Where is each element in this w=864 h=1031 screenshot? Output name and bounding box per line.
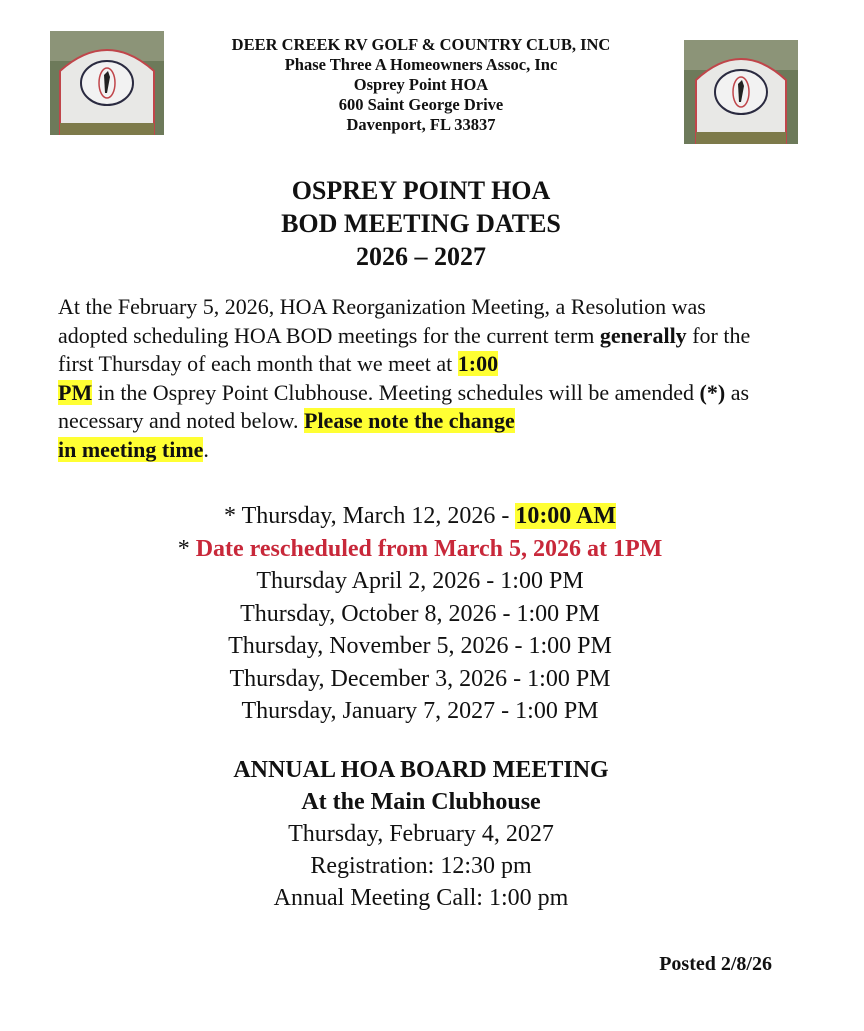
intro-text-2: for the first Thursday of each month that we meet at: [58, 322, 751, 376]
reschedule-asterisk: *: [177, 535, 196, 562]
annual-meeting-date: Thursday, February 4, 2027: [288, 821, 554, 847]
change-note-highlight-2: in meeting time: [58, 436, 204, 462]
letterhead: [180, 35, 662, 135]
meeting-date: Thursday April 2, 2026 - 1:00 PM: [256, 568, 584, 594]
intro-asterisk: (*): [699, 379, 726, 405]
reschedule-note: [100, 533, 740, 566]
association-name: Phase Three A Homeowners Assoc, Inc: [284, 55, 558, 74]
city-state-zip: Davenport, FL 33837: [346, 115, 496, 134]
annual-registration-time: Registration: 12:30 pm: [310, 853, 532, 879]
osprey-point-sign-logo-right: [684, 40, 798, 144]
street-address: 600 Saint George Drive: [338, 95, 504, 114]
meeting-date: Thursday, January 7, 2027 - 1:00 PM: [241, 698, 599, 724]
annual-meeting-section: [180, 754, 662, 914]
document-title: [180, 174, 662, 273]
meeting-date: Thursday, December 3, 2026 - 1:00 PM: [229, 665, 611, 692]
amended-meeting-date: [100, 500, 740, 533]
annual-meeting-heading: ANNUAL HOA BOARD MEETING: [233, 757, 609, 783]
intro-generally: generally: [599, 322, 687, 348]
intro-text-3: in the Osprey Point Clubhouse. Meeting schedules will be amended: [92, 379, 700, 405]
annual-call-time: Annual Meeting Call: 1:00 pm: [273, 885, 569, 911]
amended-time-highlight: 10:00 AM: [515, 503, 616, 529]
osprey-point-sign-logo-left: [50, 31, 164, 135]
hoa-name: Osprey Point HOA: [353, 75, 489, 94]
title-line-years: 2026 – 2027: [356, 242, 486, 271]
meeting-time-highlight-1: 1:00: [457, 351, 499, 376]
intro-text-1: At the February 5, 2026, HOA Reorganization Meeting, a Resolution was adopted scheduling HOA BOD meetings for the current term: [58, 294, 706, 348]
title-line-hoa: OSPREY POINT HOA: [291, 176, 551, 205]
reschedule-note-text: Date rescheduled from March 5, 2026 at 1PM: [195, 535, 663, 562]
meeting-date: Thursday, October 8, 2026 - 1:00 PM: [240, 600, 600, 627]
change-note-highlight-1: Please note the change: [304, 408, 515, 433]
meeting-time-highlight-2: PM: [58, 379, 93, 405]
club-name: DEER CREEK RV GOLF & COUNTRY CLUB, INC: [231, 35, 611, 54]
amended-date-text: * Thursday, March 12, 2026 -: [224, 503, 516, 529]
meeting-date: Thursday, November 5, 2026 - 1:00 PM: [228, 633, 612, 659]
meeting-schedule: [100, 500, 740, 728]
intro-paragraph: [58, 293, 778, 464]
intro-period: .: [203, 436, 209, 462]
posted-date: Posted 2/8/26: [659, 953, 772, 975]
title-line-meeting-dates: BOD MEETING DATES: [281, 209, 561, 238]
annual-meeting-location: At the Main Clubhouse: [301, 789, 541, 815]
intro-text-4: as necessary and noted below.: [58, 379, 750, 433]
